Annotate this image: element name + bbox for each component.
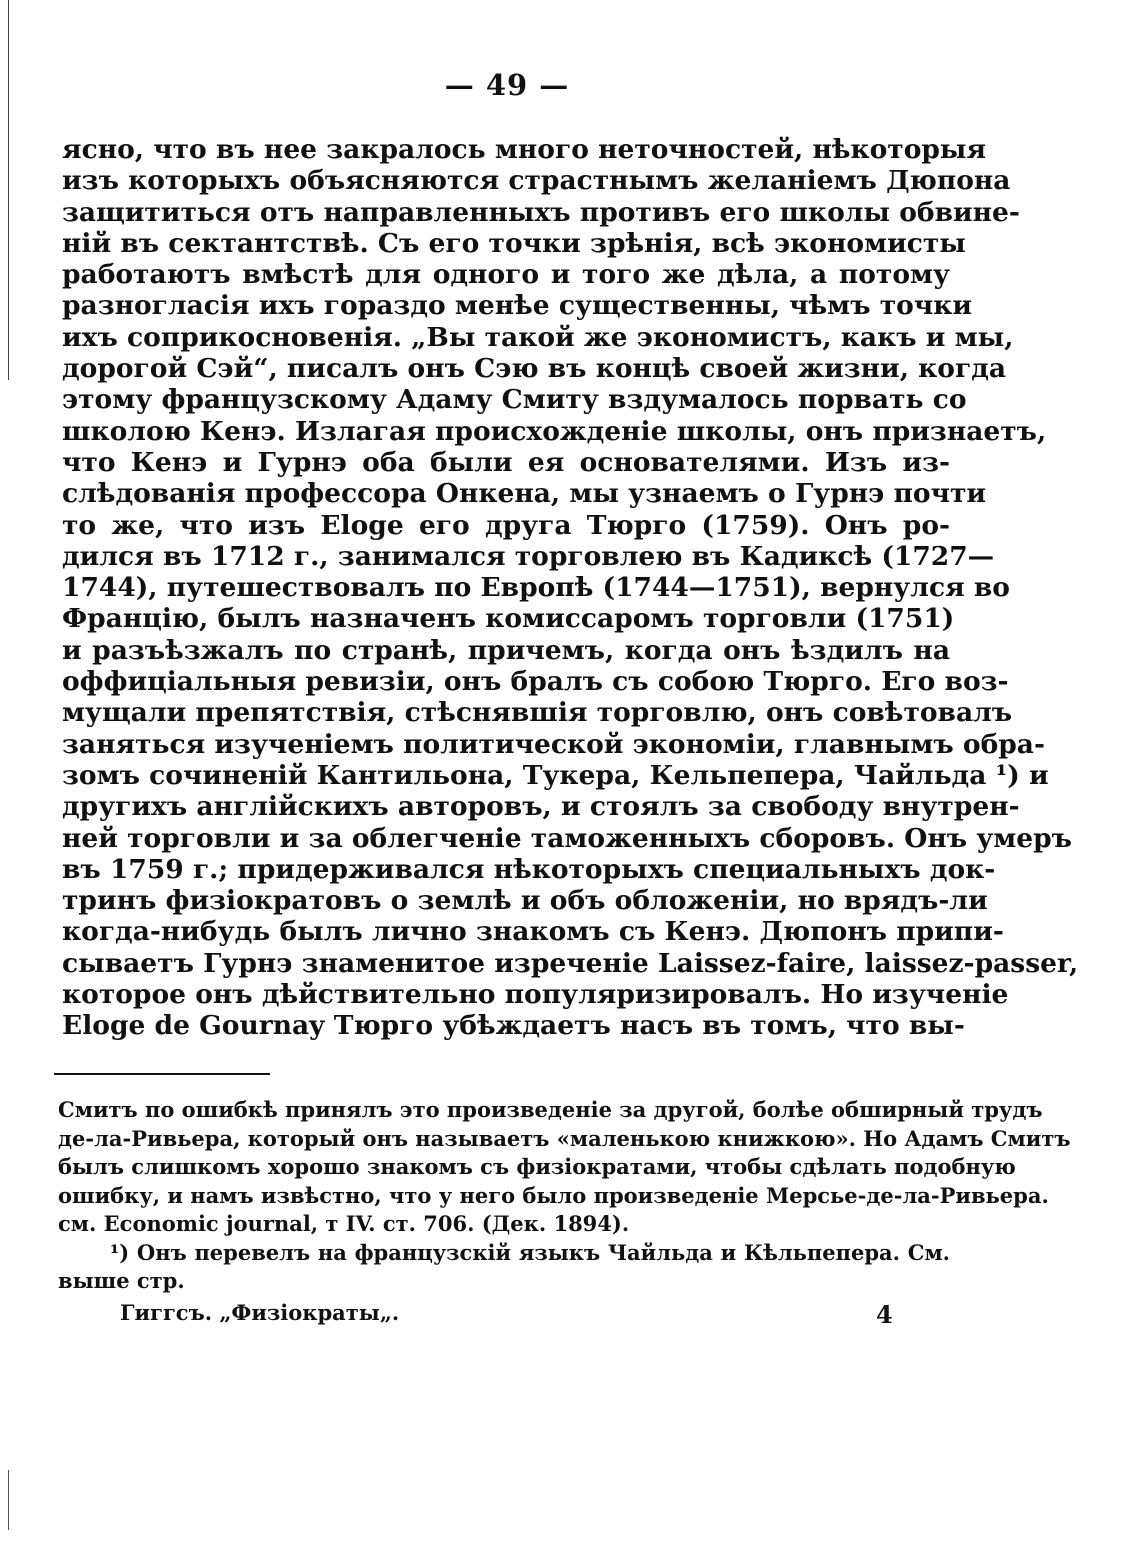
text-line: разноглаcія ихъ гораздо менѣе существенны, чѣмъ точки xyxy=(62,290,973,322)
text-line: въ 1759 г.; придерживался нѣкоторыхъ специальныхъ док- xyxy=(62,853,996,885)
text-line: ней торговли и за облегченіе таможенныхъ сборовъ. Онъ умеръ xyxy=(62,822,1073,854)
text-line: заняться изученіемъ политической экономіи, главнымъ обра- xyxy=(62,728,1045,760)
page-number: — 49 — xyxy=(444,68,570,102)
signature-mark: Гиггсъ. „Физіократы„. xyxy=(120,1300,400,1325)
footnote-line: выше стр. xyxy=(58,1268,185,1293)
text-line: когда-нибудь былъ лично знакомъ съ Кенэ. Дюпонъ припи- xyxy=(62,916,1004,948)
text-line: тринъ физіократовъ о землѣ и объ обложеніи, но врядъ-ли xyxy=(62,885,988,917)
text-line: этому французскому Адаму Смиту вздумалось порвать со xyxy=(62,384,967,416)
text-line: Францію, былъ назначенъ комиссаромъ торговли (1751) xyxy=(62,603,955,635)
text-line: другихъ англійскихъ авторовъ, и стоялъ за свободу внутрен- xyxy=(62,791,1020,823)
text-line: 1744), путешествовалъ по Европѣ (1744—1751), вернулся во xyxy=(62,572,1010,604)
text-line: ясно, что въ нее закралось много неточностей, нѣкоторыя xyxy=(62,134,987,165)
text-line: дился въ 1712 г., занимался торговлею въ Кадиксѣ (1727— xyxy=(62,540,995,572)
body-text xyxy=(62,134,1079,1042)
scan-edge-line xyxy=(8,0,9,380)
scan-edge-line xyxy=(8,1470,9,1530)
text-line: работаютъ вмѣстѣ для одного и того же дѣла, а потому xyxy=(62,259,950,291)
footnotes xyxy=(58,1096,1071,1296)
text-line: что Кенэ и Гурнэ оба были ея основателями. Изъ из- xyxy=(62,446,950,478)
footnote-line: см. Economic journal, т IV. ст. 706. (Дек. 1894). xyxy=(58,1211,630,1236)
text-line: Eloge de Gournay Тюрго убѣждаетъ насъ въ томъ, что вы- xyxy=(62,1010,965,1042)
text-line: слѣдованія профессора Онкена, мы узнаемъ о Гурнэ почти xyxy=(62,478,987,510)
text-line: ихъ соприкосновенія. „Вы такой же экономистъ, какъ и мы, xyxy=(62,321,1014,353)
text-line: сываетъ Гурнэ знаменитое изреченіе Laissez-faire, laissez-passer, xyxy=(62,947,1079,979)
text-line: которое онъ дѣйствительно популяризировалъ. Но изученіе xyxy=(62,979,1009,1011)
text-line: то же, что изъ Eloge его друга Тюрго (1759). Онъ ро- xyxy=(62,509,950,541)
sheet-number: 4 xyxy=(876,1300,893,1329)
footnote-line: Смитъ по ошибкѣ принялъ это произведеніе за другой, болѣе обширный трудъ xyxy=(58,1097,1043,1122)
footnote-line: ¹) Онъ перевелъ на французскій языкъ Чайльда и Кѣльпепера. См. xyxy=(110,1239,950,1265)
text-line: изъ которыхъ объясняются страстнымъ желаніемъ Дюпона xyxy=(62,165,1011,197)
text-line: оффиціальныя ревизіи, онъ бралъ съ собою Тюрго. Его воз- xyxy=(62,666,1009,698)
text-line: школою Кенэ. Излагая происхожденіе школы, онъ признаетъ, xyxy=(62,415,1047,447)
footnote-line: де-ла-Ривьера, который онъ называетъ «маленькою книжкою». Но Адамъ Смитъ xyxy=(58,1125,1071,1151)
text-line: дорогой Сэй“, писалъ онъ Сэю въ концѣ своей жизни, когда xyxy=(62,353,1007,385)
footnote-line: былъ слишкомъ хорошо знакомъ съ физіократами, чтобы сдѣлать подобную xyxy=(58,1154,1016,1179)
footnote-line: ошибку, и намъ извѣстно, что у него было произведеніе Мерсье-де-ла-Ривьера. xyxy=(58,1182,1049,1208)
text-line: мущали препятствія, стѣснявшія торговлю, онъ совѣтовалъ xyxy=(62,697,1013,729)
text-line: и разъѣзжалъ по странѣ, причемъ, когда онъ ѣздилъ на xyxy=(62,634,950,666)
text-line: зомъ сочиненій Кантильона, Тукера, Кельпепера, Чайльда ¹) и xyxy=(62,759,1049,791)
text-line: защититься отъ направленныхъ противъ его школы обвине- xyxy=(62,196,1020,228)
text-line: ній въ сектантствѣ. Съ его точки зрѣнія, всѣ экономисты xyxy=(62,227,966,259)
footnote-rule xyxy=(54,1073,270,1075)
